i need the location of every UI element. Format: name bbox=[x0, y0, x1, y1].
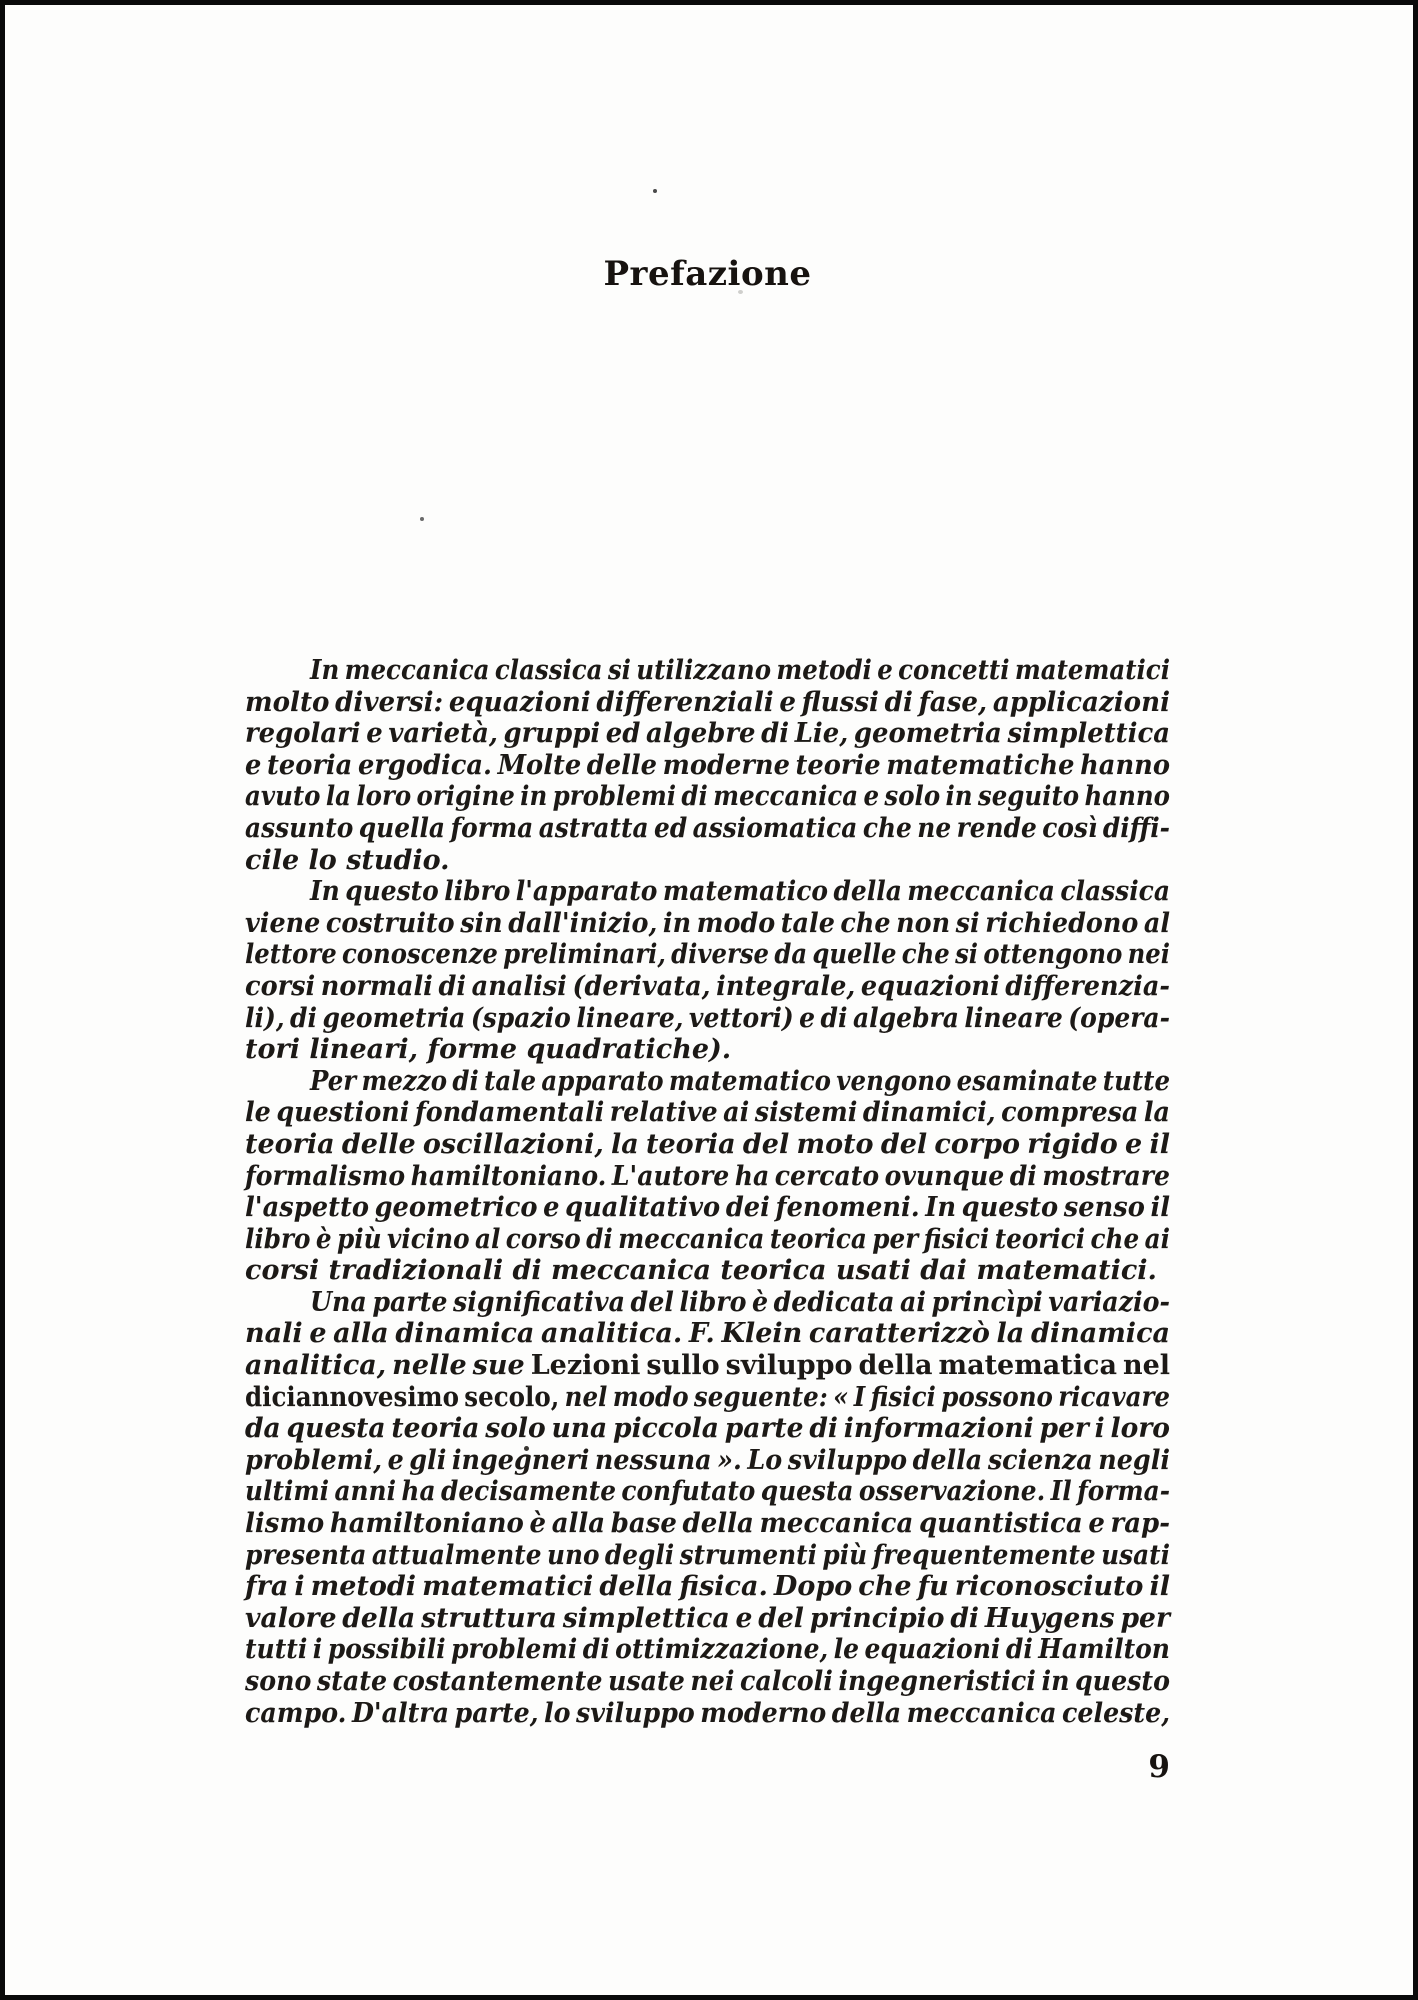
text-segment: le questioni fondamentali relative ai sistemi dinamici, compresa la bbox=[245, 1097, 1170, 1129]
text-segment: In meccanica classica si utilizzano metodi e concetti matematici bbox=[310, 655, 1170, 686]
text-segment: Una parte significativa del libro è dedicata ai princìpi variazio- bbox=[310, 1286, 1170, 1318]
text-line bbox=[245, 1540, 1170, 1572]
text-line bbox=[245, 1097, 1170, 1129]
body-text bbox=[245, 655, 1170, 1729]
text-segment: avuto la loro origine in problemi di meccanica e solo in seguito hanno bbox=[245, 781, 1170, 813]
text-segment: cile lo studio. bbox=[245, 844, 450, 876]
text-segment: teoria delle oscillazioni, la teoria del moto del corpo rigido e il bbox=[245, 1128, 1170, 1160]
text-segment: libro è più vicino al corso di meccanica teorica per fisici teorici che ai bbox=[245, 1223, 1170, 1255]
page-number: 9 bbox=[1148, 1749, 1170, 1785]
text-segment: lettore conoscenze preliminari, diverse da quelle che si ottengono nei bbox=[245, 939, 1170, 971]
text-segment: ultimi anni ha decisamente confutato questa osservazione. Il forma- bbox=[245, 1476, 1170, 1508]
text-line bbox=[245, 1698, 1170, 1730]
text-segment: nel modo seguente: « I fisici possono ricavare bbox=[564, 1381, 1170, 1413]
text-segment: valore della struttura simplettica e del principio di Huygens per bbox=[245, 1602, 1170, 1634]
text-segment: In questo libro l'apparato matematico della meccanica classica bbox=[310, 876, 1170, 908]
text-line bbox=[245, 908, 1170, 940]
text-segment: tori lineari, forme quadratiche). bbox=[245, 1034, 732, 1066]
text-line bbox=[245, 1382, 1170, 1414]
text-segment: molto diversi: equazioni differenziali e flussi di fase, applicazioni bbox=[245, 686, 1170, 718]
text-line bbox=[245, 1066, 1170, 1098]
text-line bbox=[245, 1413, 1170, 1445]
text-line bbox=[245, 1634, 1170, 1666]
text-line bbox=[245, 845, 1170, 877]
text-line bbox=[245, 1350, 1170, 1382]
text-line bbox=[245, 1192, 1170, 1224]
text-segment: tutti i possibili problemi di ottimizzazione, le equazioni di Hamilton bbox=[245, 1634, 1170, 1666]
text-line bbox=[245, 939, 1170, 971]
text-line bbox=[245, 1129, 1170, 1161]
text-segment: corsi tradizionali di meccanica teorica usati dai matematici. bbox=[245, 1255, 1157, 1287]
scan-speck bbox=[420, 517, 424, 521]
text-line bbox=[245, 1508, 1170, 1540]
text-segment: nali e alla dinamica analitica. F. Klein caratterizzò la dinamica bbox=[245, 1318, 1170, 1350]
text-segment: li), di geometria (spazio lineare, vettori) e di algebra lineare (opera- bbox=[245, 1002, 1170, 1034]
text-line bbox=[245, 1034, 1170, 1066]
text-line bbox=[245, 1161, 1170, 1193]
text-line bbox=[245, 1003, 1170, 1035]
text-line bbox=[245, 1476, 1170, 1508]
text-segment: l'aspetto geometrico e qualitativo dei fenomeni. In questo senso il bbox=[245, 1192, 1170, 1224]
text-segment: viene costruito sin dall'inizio, in modo tale che non si richiedono al bbox=[245, 907, 1170, 939]
text-segment: lismo hamiltoniano è alla base della meccanica quantistica e rap- bbox=[245, 1508, 1170, 1540]
text-segment: da questa teoria solo una piccola parte di informazioni per i loro bbox=[245, 1413, 1170, 1445]
text-line bbox=[245, 687, 1170, 719]
text-line bbox=[245, 971, 1170, 1003]
text-line bbox=[245, 718, 1170, 750]
text-line bbox=[245, 876, 1170, 908]
text-line bbox=[245, 813, 1170, 845]
scan-speck bbox=[653, 189, 657, 193]
text-segment: problemi, e gli ingegneri nessuna ». Lo sviluppo della scienza negli bbox=[245, 1444, 1170, 1476]
text-segment: Per mezzo di tale apparato matematico vengono esaminate tutte bbox=[310, 1065, 1170, 1097]
text-segment: formalismo hamiltoniano. L'autore ha cercato ovunque di mostrare bbox=[245, 1160, 1170, 1192]
text-line bbox=[245, 781, 1170, 813]
text-line bbox=[245, 1666, 1170, 1698]
text-segment: assunto quella forma astratta ed assiomatica che ne rende così diffi- bbox=[245, 812, 1170, 844]
text-segment: e teoria ergodica. Molte delle moderne teorie matematiche hanno bbox=[245, 749, 1170, 781]
text-segment: fra i metodi matematici della fisica. Dopo che fu riconosciuto il bbox=[245, 1571, 1170, 1603]
text-segment: diciannovesimo secolo, bbox=[245, 1381, 565, 1413]
text-segment: sono state costantemente usate nei calcoli ingegneristici in questo bbox=[245, 1666, 1170, 1697]
text-segment: Lezioni sullo sviluppo della matematica nel bbox=[530, 1350, 1171, 1382]
page-title: Prefazione bbox=[603, 253, 812, 294]
text-line bbox=[245, 1224, 1170, 1256]
text-line bbox=[245, 1318, 1170, 1350]
text-line bbox=[245, 1603, 1170, 1635]
text-segment: presenta attualmente uno degli strumenti più frequentemente usati bbox=[245, 1539, 1170, 1571]
text-line bbox=[245, 1445, 1170, 1477]
text-line bbox=[245, 655, 1170, 687]
text-segment: campo. D'altra parte, lo sviluppo moderno della meccanica celeste, bbox=[245, 1697, 1170, 1729]
text-line bbox=[245, 750, 1170, 782]
text-segment: corsi normali di analisi (derivata, integrale, equazioni differenzia- bbox=[245, 970, 1170, 1002]
text-segment: regolari e varietà, gruppi ed algebre di Lie, geometria simplettica bbox=[245, 718, 1170, 750]
text-segment: analitica, nelle sue bbox=[245, 1350, 531, 1382]
text-line bbox=[245, 1287, 1170, 1319]
text-line bbox=[245, 1255, 1170, 1287]
text-line bbox=[245, 1571, 1170, 1603]
